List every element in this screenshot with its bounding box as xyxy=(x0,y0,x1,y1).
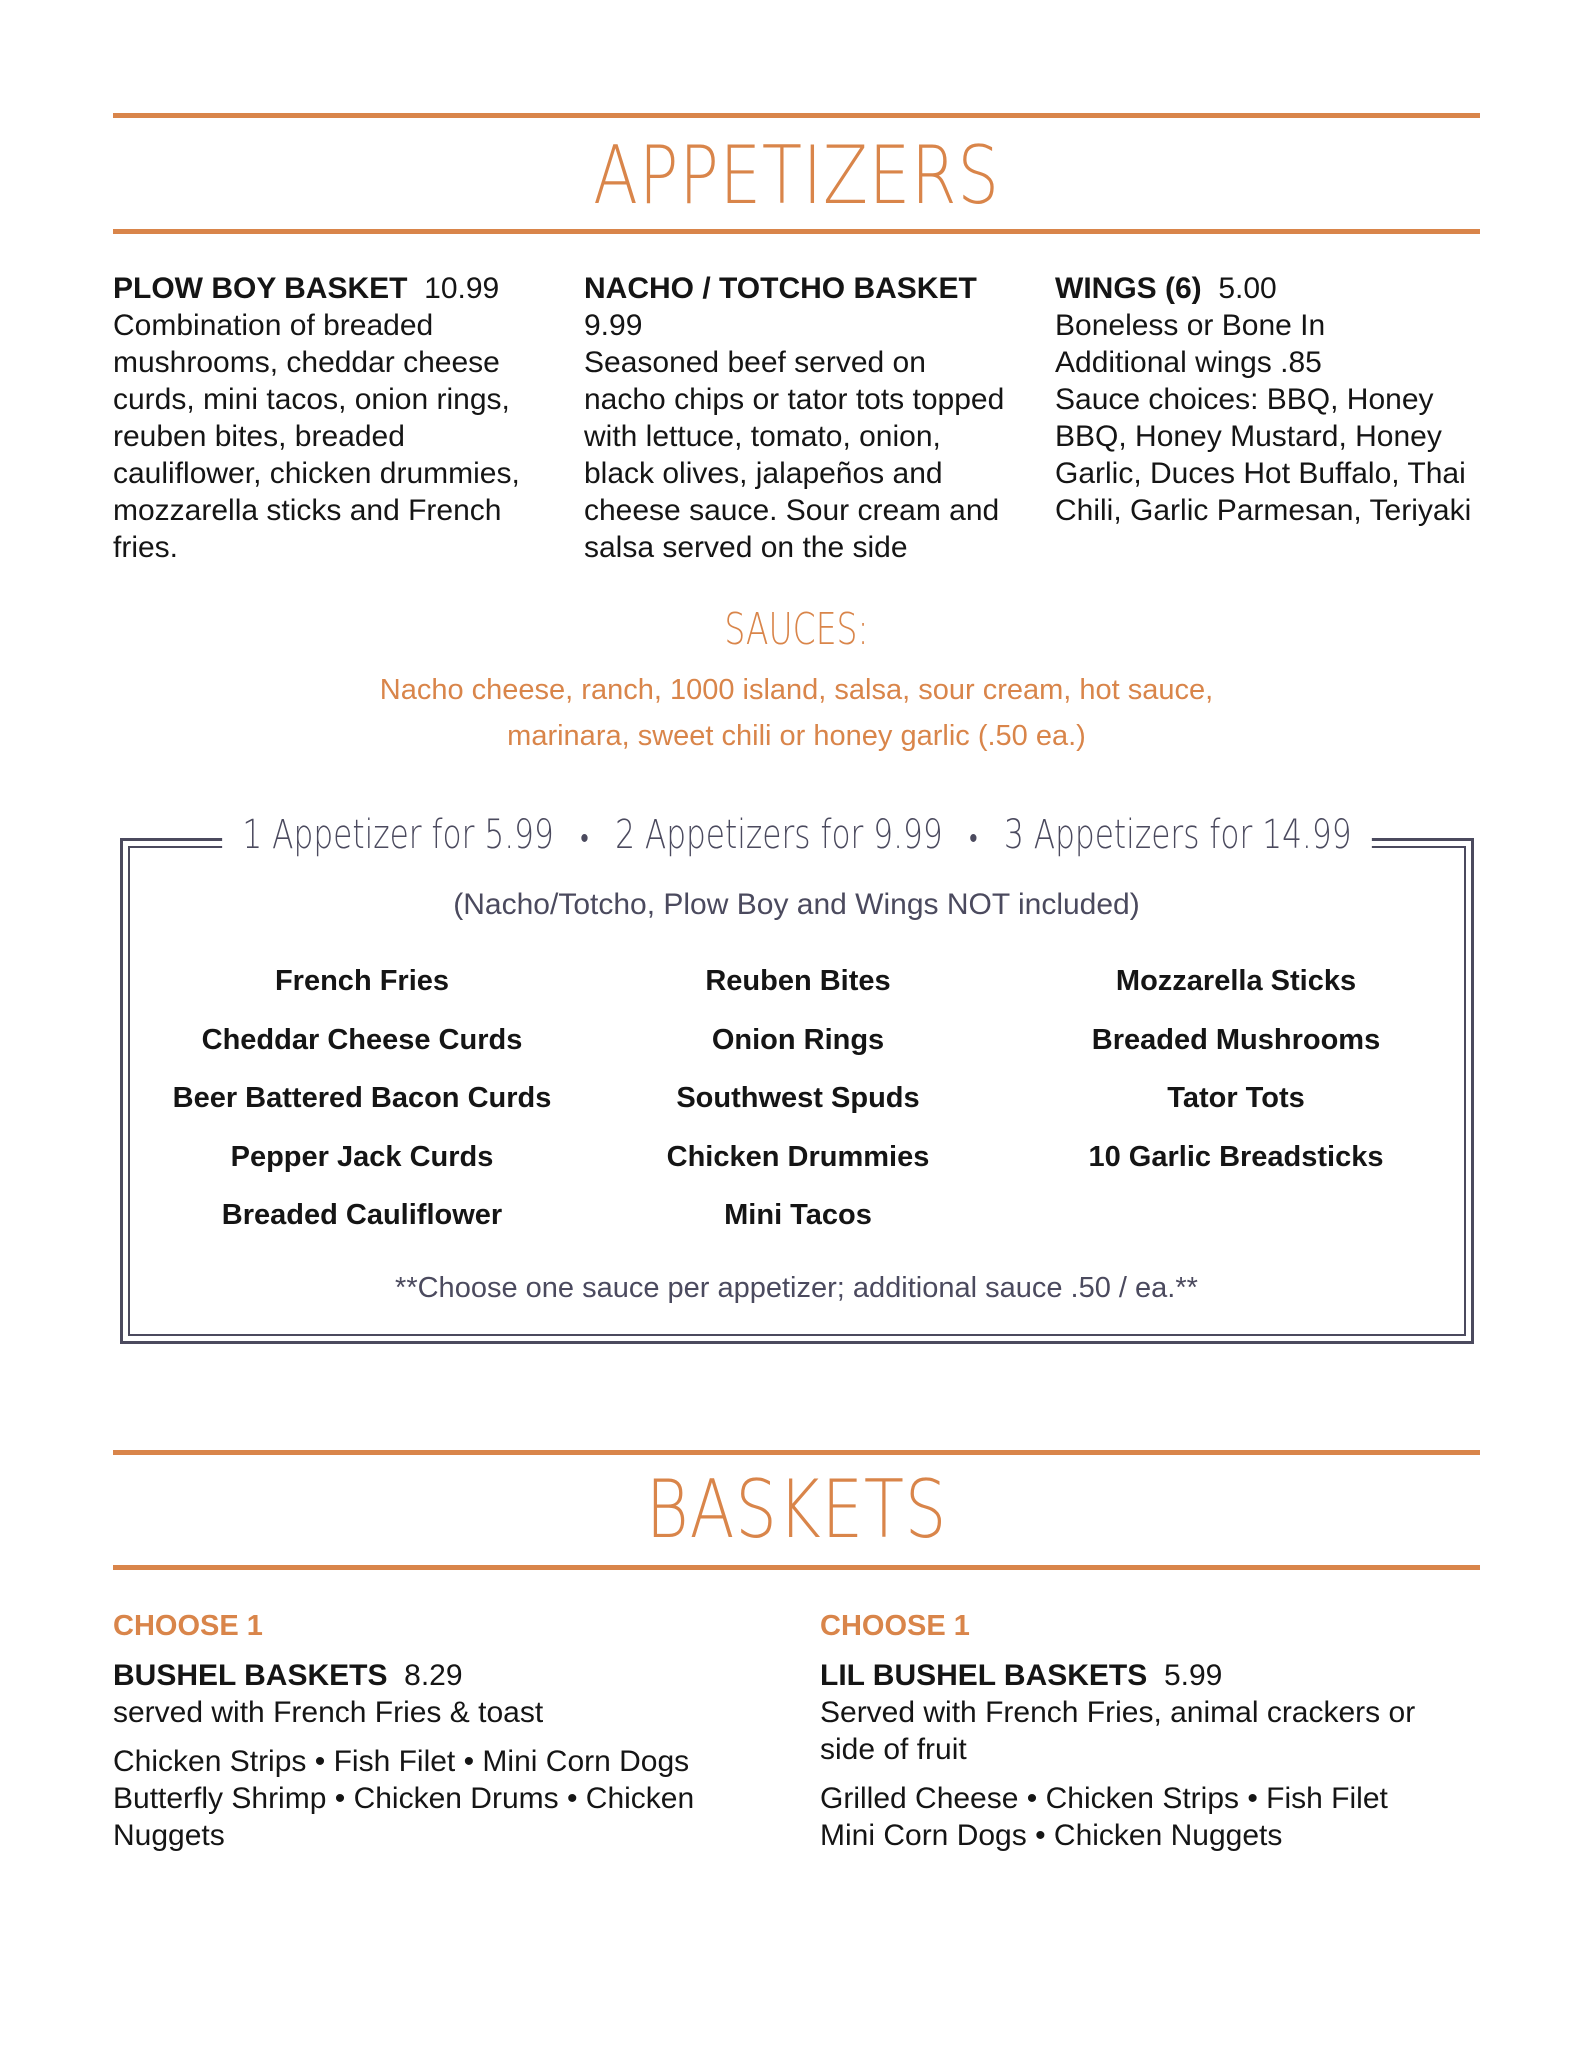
item-price: 9.99 xyxy=(584,309,643,342)
basket-price: 8.29 xyxy=(404,1659,463,1692)
bushel-baskets xyxy=(113,1608,723,1854)
deal-one: 1 Appetizer for 5.99 xyxy=(241,812,554,858)
choose-label: CHOOSE 1 xyxy=(113,1610,263,1642)
combo-column-2 xyxy=(578,962,1018,1255)
combo-item: Beer Battered Bacon Curds xyxy=(172,1082,552,1114)
sauces-title: SAUCES: xyxy=(724,604,869,655)
combo-exclusion-note: (Nacho/Totcho, Plow Boy and Wings NOT included) xyxy=(453,888,1140,921)
combo-item: Mozzarella Sticks xyxy=(1115,965,1357,997)
baskets-title: BASKETS xyxy=(645,1463,948,1556)
choose-label: CHOOSE 1 xyxy=(820,1610,970,1642)
combo-column-1 xyxy=(142,962,582,1255)
combo-item: Cheddar Cheese Curds xyxy=(201,1023,523,1056)
basket-served-with: Served with French Fries, animal crackers or side of fruit xyxy=(820,1696,1416,1766)
combo-item: Southwest Spuds xyxy=(676,1082,920,1114)
combo-item: Reuben Bites xyxy=(705,965,891,997)
separator-dot: • xyxy=(579,821,589,856)
item-line: Sauce choices: BBQ, Honey BBQ, Honey Mustard, Honey Garlic, Duces Hot Buffalo, Thai Chili, Garlic Parmesan, Teriyaki xyxy=(1055,383,1472,527)
item-name: WINGS (6) xyxy=(1055,272,1202,305)
combo-sauce-note: **Choose one sauce per appetizer; additional sauce .50 / ea.** xyxy=(395,1272,1198,1304)
basket-price: 5.99 xyxy=(1163,1659,1223,1692)
item-name: NACHO / TOTCHO BASKET xyxy=(584,272,977,305)
item-price: 5.00 xyxy=(1218,272,1277,305)
deal-three: 3 Appetizers for 14.99 xyxy=(1003,812,1352,858)
combo-item: French Fries xyxy=(274,965,450,997)
item-line: Additional wings .85 xyxy=(1055,346,1322,379)
appetizers-title: APPETIZERS xyxy=(593,129,1000,222)
combo-item: Onion Rings xyxy=(711,1023,885,1056)
item-line: Boneless or Bone In xyxy=(1055,309,1326,342)
baskets-top-rule xyxy=(113,1450,1480,1455)
sauces-list xyxy=(300,667,1293,759)
combo-item: Breaded Mushrooms xyxy=(1091,1023,1381,1056)
baskets-bottom-rule xyxy=(113,1565,1480,1570)
basket-options: Chicken Strips • Fish Filet • Mini Corn Dogs Butterfly Shrimp • Chicken Drums • Chicken Nuggets xyxy=(113,1745,695,1852)
lil-bushel-baskets xyxy=(820,1608,1460,1854)
sauces-line: marinara, sweet chili or honey garlic (.50 ea.) xyxy=(507,720,1086,752)
combo-item: Chicken Drummies xyxy=(666,1140,930,1173)
combo-item: Pepper Jack Curds xyxy=(230,1140,494,1173)
combo-deals-header xyxy=(0,812,1593,858)
combo-item: 10 Garlic Breadsticks xyxy=(1088,1140,1384,1173)
appetizers-bottom-rule xyxy=(113,229,1480,234)
item-description: Seasoned beef served on nacho chips or tator tots topped with lettuce, tomato, onion, black olives, jalapeños and cheese sauce. Sour cream and salsa served on the side xyxy=(584,346,1005,564)
basket-options: Grilled Cheese • Chicken Strips • Fish Filet Mini Corn Dogs • Chicken Nuggets xyxy=(820,1782,1388,1852)
menu-item-nacho-totcho xyxy=(584,270,1014,566)
combo-column-3 xyxy=(1016,962,1456,1196)
menu-item-wings xyxy=(1055,270,1485,529)
separator-dot: • xyxy=(968,821,978,856)
basket-served-with: served with French Fries & toast xyxy=(113,1696,544,1729)
item-description: Combination of breaded mushrooms, cheddar cheese curds, mini tacos, onion rings, reuben bites, breaded cauliflower, chicken drummies, mozzarella sticks and French fries. xyxy=(113,309,520,564)
deal-two: 2 Appetizers for 9.99 xyxy=(614,812,943,858)
sauces-line: Nacho cheese, ranch, 1000 island, salsa, sour cream, hot sauce, xyxy=(379,674,1214,706)
combo-item: Breaded Cauliflower xyxy=(221,1199,503,1231)
combo-item: Mini Tacos xyxy=(724,1199,872,1231)
item-name: PLOW BOY BASKET xyxy=(113,272,408,305)
basket-name: BUSHEL BASKETS xyxy=(113,1659,388,1692)
appetizers-top-rule xyxy=(113,113,1480,118)
menu-item-plow-boy xyxy=(113,270,533,566)
item-price: 10.99 xyxy=(424,272,500,305)
basket-name: LIL BUSHEL BASKETS xyxy=(820,1659,1148,1692)
combo-item: Tator Tots xyxy=(1167,1082,1305,1114)
